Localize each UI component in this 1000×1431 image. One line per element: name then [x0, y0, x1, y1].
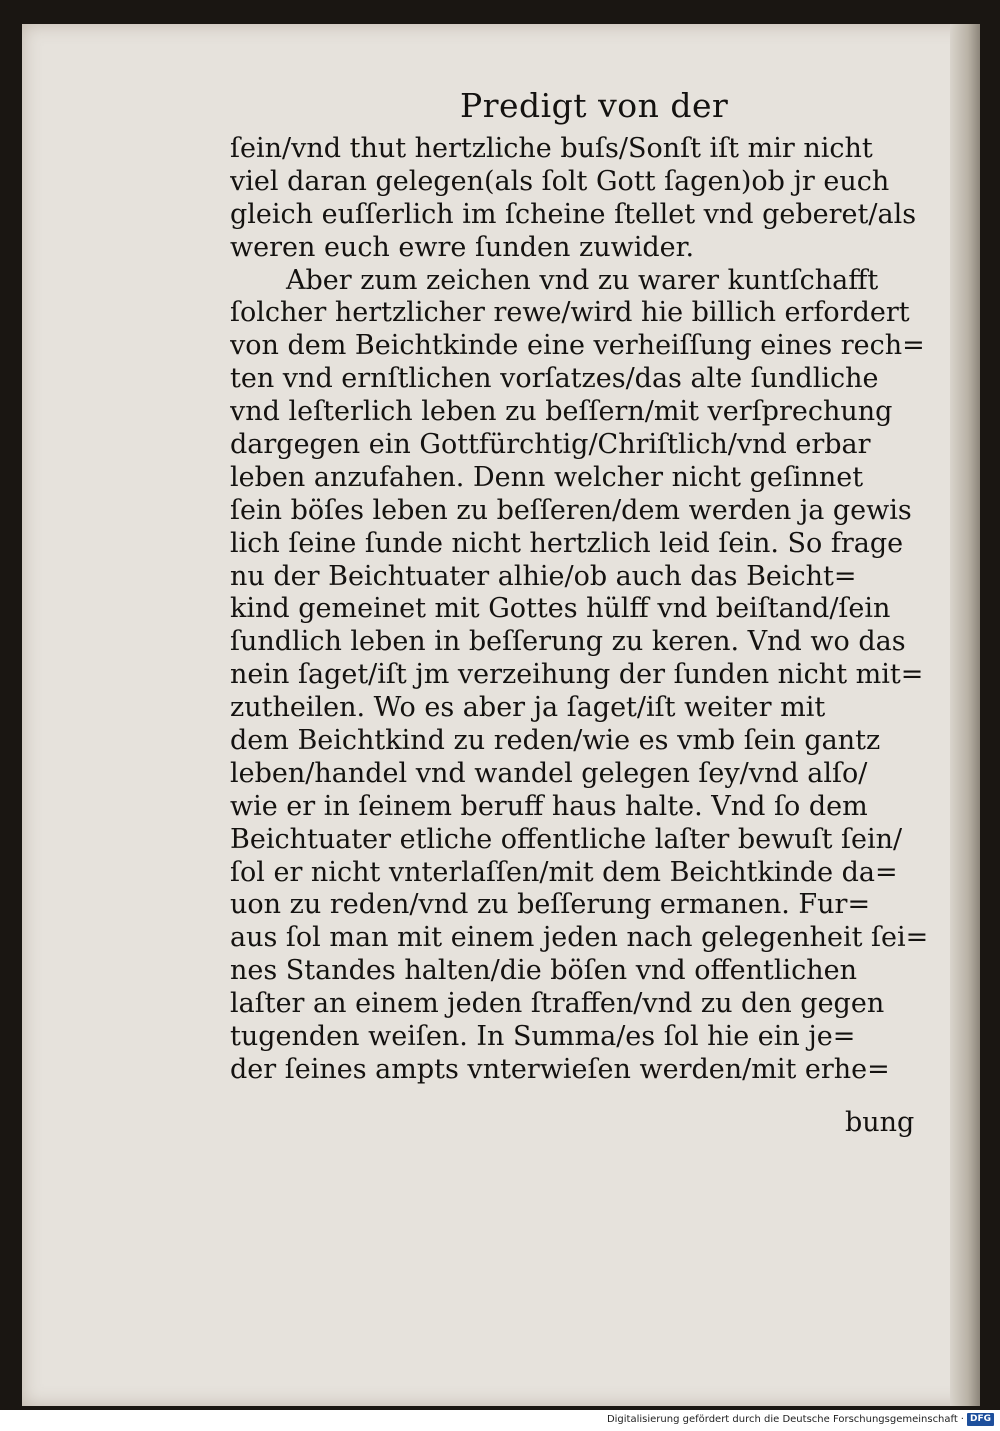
text-line: ſundlich leben in beſſerung zu keren. Vnd wo das [230, 626, 906, 658]
text-line: vnd leſterlich leben zu beſſern/mit verſprechung [230, 396, 893, 428]
text-line: dem Beichtkind zu reden/wie es vmb ſein gantz [230, 725, 881, 757]
text-line: ſein/vnd thut hertzliche buſs/Sonſt iſt mir nicht [230, 133, 873, 164]
text-line: tugenden weiſen. In Summa/es ſol hie ein je= [230, 1021, 856, 1053]
text-line: ten vnd ernſtlichen vorſatzes/das alte ſundliche [230, 363, 879, 395]
text-line: wie er in ſeinem beruff haus halte. Vnd ſo dem [230, 790, 868, 822]
text-line: Aber zum zeichen vnd zu warer kuntſchafft [286, 264, 879, 296]
text-line: leben/handel vnd wandel gelegen ſey/vnd alſo/ [230, 757, 868, 789]
text-line: lich ſeine ſunde nicht hertzlich leid ſein. So frage [230, 527, 904, 559]
credit-text: Digitalisierung gefördert durch die Deutsche Forschungsgemeinschaft [606, 1414, 958, 1425]
text-line: aus ſol man mit einem jeden nach gelegenheit ſei= [230, 922, 929, 954]
text-line: uon zu reden/vnd zu beſſerung ermanen. Fur= [230, 889, 871, 921]
text-line: laſter an einem jeden ſtraffen/vnd zu den gegen [230, 988, 885, 1020]
dfg-logo: DFG [967, 1413, 994, 1426]
text-line: ſol er nicht vnterlaſſen/mit dem Beichtkinde da= [230, 856, 898, 888]
text-line: nes Standes halten/die böſen vnd offentlichen [230, 955, 858, 987]
text-line: gleich euſſerlich im ſcheine ſtellet vnd geberet/als [230, 198, 917, 230]
catchword: bung [845, 1107, 915, 1138]
text-line: Beichtuater etliche offentliche laſter bewuſt ſein/ [230, 823, 903, 855]
text-line: leben anzufahen. Denn welcher nicht geſinnet [230, 461, 864, 493]
running-head: Predigt von der [460, 86, 729, 125]
page-edge [950, 24, 980, 1406]
text-line: weren euch ewre ſunden zuwider. [230, 231, 695, 263]
digitization-credit: Digitalisierung gefördert durch die Deutsche Forschungsgemeinschaft · DFG [607, 1413, 994, 1426]
text-line: dargegen ein Gottfürchtig/Chriſtlich/vnd erbar [230, 429, 871, 461]
text-line: zutheilen. Wo es aber ja ſaget/iſt weiter mit [230, 692, 826, 724]
body-text [230, 133, 930, 1087]
text-line: kind gemeinet mit Gottes hülff vnd beiſtand/ſein [230, 593, 891, 625]
text-line: von dem Beichtkinde eine verheiſſung eines rech= [230, 330, 925, 362]
text-line: ſein böſes leben zu beſſeren/dem werden ja gewis [230, 494, 912, 526]
text-line: ſolcher hertzlicher rewe/wird hie billich erfordert [230, 297, 910, 329]
text-line: der ſeines ampts vnterwieſen werden/mit erhe= [230, 1053, 890, 1085]
text-line: nein ſaget/iſt jm verzeihung der ſunden nicht mit= [230, 659, 924, 691]
text-line: viel daran gelegen(als ſolt Gott ſagen)ob jr euch [230, 165, 890, 197]
text-line: nu der Beichtuater alhie/ob auch das Beicht= [230, 560, 857, 592]
